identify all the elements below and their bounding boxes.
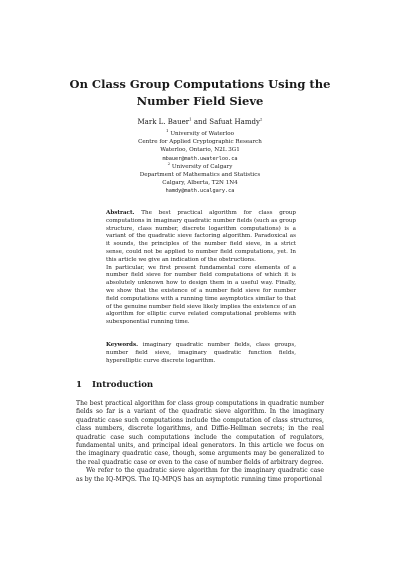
- author-name-1: Mark L. Bauer: [137, 118, 190, 126]
- title-line-2: Number Field Sieve: [136, 94, 264, 108]
- paper-title: [60, 76, 340, 110]
- title-line-1: On Class Group Computations Using the: [69, 77, 331, 91]
- body-text: [76, 400, 324, 484]
- section-number: 1: [76, 380, 82, 390]
- affiliation-1-line-1: $^1$ University of Waterloo: [166, 128, 234, 137]
- affiliation-1-line-3: Waterloo, Ontario, N2L 3G1: [160, 147, 240, 154]
- author-name-2: Safuat Hamdy: [209, 118, 260, 126]
- keywords-label: Keywords.: [106, 342, 139, 348]
- section-heading: [76, 380, 153, 390]
- affiliation-1-sup: 1: [166, 128, 169, 134]
- section-title: Introduction: [91, 380, 154, 390]
- abstract-text-1: The best practical algorithm for class group computations in imaginary quadratic number fields (such as group structure, class number, discrete logarithm computations) is a variant of the quadratic sieve factoring algorithm. Paradoxical as it sounds, the principles of the number field sieve, in a strict sense, could not be applied to number field computations, yet. In this article we give an indication of the obstructions.: [106, 210, 296, 263]
- keywords-text: imaginary quadratic number fields, class groups, number field sieve, imaginary quadratic function fields, hyperelliptic curve discrete logarithm.: [106, 342, 297, 364]
- affiliation-2-line-2: Department of Mathematics and Statistics: [139, 172, 261, 179]
- affiliation-1-email: mbauer@math.uwaterloo.ca: [162, 155, 238, 162]
- affiliations: [60, 130, 340, 196]
- abstract: [106, 210, 296, 327]
- abstract-paragraph-2: In particular, we first present fundamental core elements of a number field sieve for number field computations of which it is absolutely unknown how to design them in a useful way. Finally, we show that the existence of a number field sieve for number field computations with a running time asymptotics similar to that of the genuine number field sieve likely implies the existence of an algorithm for elliptic curve related computational problems with subexponential running time.: [106, 264, 296, 326]
- affiliation-2-line-1: $^2$ University of Calgary: [167, 160, 233, 170]
- keywords: [106, 342, 296, 365]
- body-paragraph-1: The best practical algorithm for class group computations in quadratic number fields so far is a variant of the quadratic sieve algorithm. In the imaginary quadratic case such computations include the computation of class structures, class numbers, discrete logarithms, and Diffie-Hellman secrets; in the real quadratic case such computations include the computation of regulators, fundamental units, and principal ideal generators. In this article we focus on the imaginary quadratic case, though, some arguments may be generalized to the real quadratic case or even to the case of number fields of arbitrary degree.: [76, 400, 324, 466]
- author-list: [60, 118, 340, 127]
- body-paragraph-2: We refer to the quadratic sieve algorithm for the imaginary quadratic case as by the IQ-MPQS. The IQ-MPQS has an asymptotic running time proportional: [76, 467, 324, 483]
- affiliation-1-line-2: Centre for Applied Cryptographic Research: [138, 139, 262, 146]
- author-conjunction: and: [193, 118, 208, 126]
- abstract-paragraph-1: [106, 210, 296, 265]
- affiliation-2-email: hamdy@math.ucalgary.ca: [165, 188, 235, 195]
- affiliation-2-line-3: Calgary, Alberta, T2N 1N4: [162, 180, 238, 187]
- author-sup-2: 2: [259, 116, 263, 122]
- affiliation-2-sup: 2: [167, 160, 171, 166]
- author-sup-1: 1: [189, 116, 192, 122]
- abstract-label: Abstract.: [106, 210, 135, 216]
